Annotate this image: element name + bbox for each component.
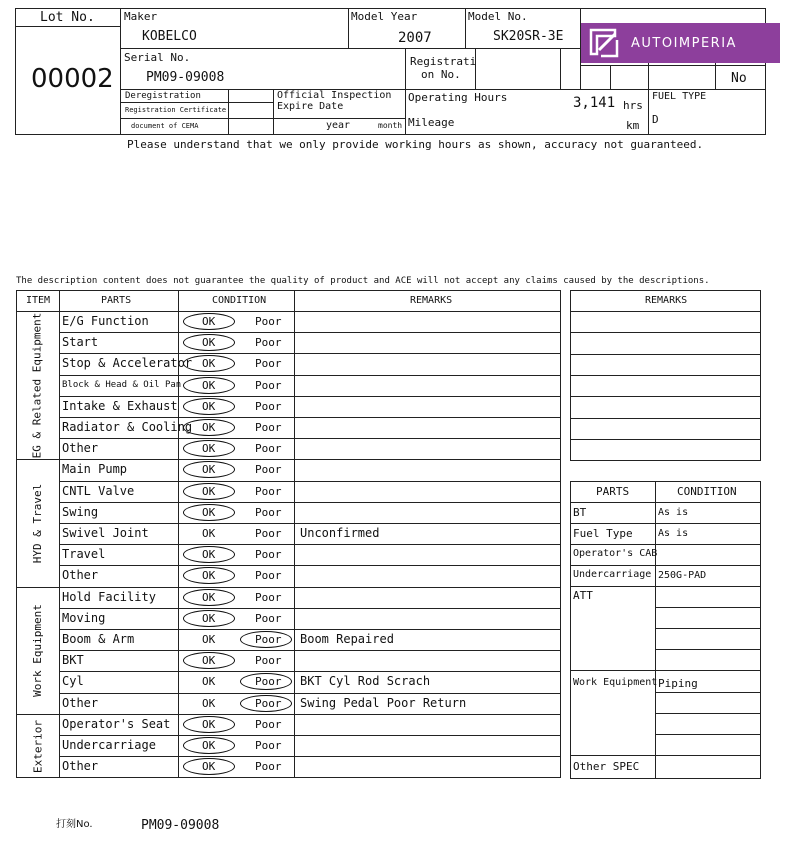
table-rule	[570, 502, 760, 503]
ok-circle-mark	[183, 567, 235, 584]
remarks-header: REMARKS	[410, 295, 453, 306]
km-unit: km	[626, 119, 640, 132]
stamp-label: 打刻No.	[56, 819, 93, 830]
table-rule	[294, 290, 295, 778]
fuel-type-label: FUEL TYPE	[652, 91, 707, 102]
part-name: BKT	[62, 653, 84, 668]
logo-mark-icon	[587, 26, 621, 60]
ok-option: OK	[202, 675, 216, 689]
table-rule	[59, 332, 560, 333]
table-rule	[570, 586, 760, 587]
ok-option: OK	[202, 421, 216, 434]
lot-label: Lot No.	[40, 10, 95, 25]
group-label: Work Equipment	[31, 604, 44, 698]
ok-circle-mark	[183, 758, 235, 775]
poor-option: Poor	[255, 717, 282, 731]
year-label: year	[326, 120, 351, 131]
ok-option: OK	[202, 760, 216, 774]
table-rule	[16, 290, 17, 778]
ok-option: OK	[202, 548, 216, 562]
disclaimer-text: The description content does not guarantee the quality of product and ACE will not accept any claims caused by the descriptions.	[16, 276, 710, 286]
serial-label: Serial No.	[124, 51, 191, 64]
table-rule	[59, 353, 560, 354]
table-rule	[570, 439, 760, 440]
serial-value: PM09-09008	[146, 70, 225, 85]
poor-option: Poor	[255, 590, 282, 604]
part-name: Stop & Accelerator	[62, 356, 193, 371]
inspection-label-1: Official Inspection	[277, 90, 392, 101]
part-name: Block & Head & Oil Pan	[62, 379, 182, 390]
model-year-label: Model Year	[351, 10, 418, 23]
table-rule	[760, 481, 761, 779]
ok-circle-mark	[183, 440, 235, 457]
spec-condition: As is	[658, 528, 689, 539]
accuracy-note: Please understand that we only provide working hours as shown, accuracy not guaranteed.	[127, 138, 704, 151]
registration-label-2: on No.	[421, 68, 461, 81]
ok-option: OK	[202, 654, 216, 668]
part-name: Moving	[62, 610, 106, 625]
table-rule	[570, 290, 760, 291]
table-rule	[59, 523, 560, 524]
table-rule	[59, 417, 560, 418]
spec-condition: As is	[658, 507, 689, 518]
part-name: Undercarriage	[62, 738, 156, 752]
poor-option: Poor	[255, 484, 282, 498]
ok-circle-mark	[183, 610, 235, 627]
poor-option: Poor	[255, 633, 282, 646]
ok-option: OK	[202, 442, 216, 456]
table-rule	[16, 290, 560, 291]
table-rule	[570, 332, 760, 333]
ok-option: OK	[202, 717, 216, 731]
table-rule	[570, 565, 760, 566]
ok-circle-mark	[183, 546, 235, 563]
poor-option: Poor	[255, 675, 282, 689]
ok-circle-mark	[183, 652, 235, 669]
part-name: CNTL Valve	[62, 483, 135, 498]
poor-option: Poor	[255, 739, 282, 752]
table-rule	[59, 438, 560, 439]
table-rule	[16, 777, 560, 778]
table-rule	[59, 735, 560, 736]
part-name: Other	[62, 695, 99, 710]
poor-option: Poor	[255, 696, 282, 710]
right-parts-header: PARTS	[596, 485, 630, 498]
condition-header: CONDITION	[212, 295, 267, 306]
table-rule	[59, 629, 560, 630]
model-year-value: 2007	[398, 30, 432, 46]
table-rule	[59, 396, 560, 397]
poor-option: Poor	[255, 760, 282, 774]
poor-circle-mark	[240, 695, 292, 712]
table-rule	[59, 608, 560, 609]
table-rule	[570, 481, 571, 779]
right-condition-header: CONDITION	[677, 485, 737, 498]
ok-option: OK	[202, 484, 216, 498]
table-rule	[16, 714, 560, 715]
registration-label-1: Registrati	[410, 55, 477, 68]
poor-option: Poor	[255, 442, 282, 456]
ok-option: OK	[202, 611, 216, 625]
table-rule	[59, 375, 560, 376]
ok-option: OK	[202, 315, 216, 328]
poor-option: Poor	[255, 548, 282, 562]
table-rule	[570, 418, 760, 419]
table-rule	[655, 607, 760, 608]
table-rule	[59, 756, 560, 757]
table-rule	[655, 692, 760, 693]
poor-option: Poor	[255, 569, 282, 583]
table-rule	[570, 396, 760, 397]
poor-option: Poor	[255, 336, 282, 350]
right-remarks-header: REMARKS	[645, 295, 688, 306]
inspection-label-2: Expire Date	[277, 101, 344, 112]
ok-circle-mark	[183, 398, 235, 415]
fuel-type-value: D	[652, 113, 659, 126]
maker-label: Maker	[124, 10, 158, 23]
poor-option: Poor	[255, 421, 282, 434]
part-name: Radiator & Cooling	[62, 420, 193, 434]
table-rule	[570, 670, 760, 671]
ok-circle-mark	[183, 716, 235, 733]
ok-circle-mark	[183, 377, 235, 394]
table-rule	[59, 481, 560, 482]
table-rule	[16, 587, 560, 588]
table-rule	[760, 290, 761, 461]
poor-circle-mark	[240, 673, 292, 690]
att-label: ATT	[573, 589, 593, 602]
part-name: Boom & Arm	[62, 632, 135, 646]
ok-circle-mark	[183, 461, 235, 478]
table-rule	[570, 523, 760, 524]
stamp-value: PM09-09008	[141, 818, 220, 833]
spec-condition: 250G-PAD	[658, 570, 707, 581]
spec-part: BT	[573, 506, 587, 519]
poor-option: Poor	[255, 357, 282, 371]
operating-hours-label: Operating Hours	[408, 91, 508, 104]
table-rule	[570, 755, 760, 756]
mileage-label: Mileage	[408, 116, 455, 129]
part-name: Hold Facility	[62, 589, 156, 604]
model-no-value: SK20SR-3E	[493, 29, 564, 44]
table-rule	[570, 354, 760, 355]
group-label: Exterior	[30, 719, 44, 773]
ok-circle-mark	[183, 334, 235, 351]
part-name: Swing	[62, 504, 99, 519]
ok-option: OK	[202, 463, 216, 477]
poor-option: Poor	[255, 399, 282, 413]
poor-option: Poor	[255, 527, 282, 540]
table-rule	[59, 565, 560, 566]
part-name: Operator's Seat	[62, 716, 171, 731]
table-rule	[59, 671, 560, 672]
remark-text: BKT Cyl Rod Scrach	[300, 674, 431, 689]
maker-value: KOBELCO	[142, 29, 197, 44]
part-name: Main Pump	[62, 462, 128, 477]
month-label: month	[378, 121, 403, 130]
logo-text: AUTOIMPERIA	[631, 35, 737, 51]
table-rule	[655, 734, 760, 735]
ok-circle-mark	[183, 419, 235, 436]
deregistration-label: Deregistration	[125, 91, 201, 101]
group-label: HYD & Travel	[31, 483, 44, 564]
work-equipment-label: Work Equipment	[573, 677, 658, 688]
poor-option: Poor	[255, 463, 282, 477]
autoimperia-logo	[581, 23, 780, 63]
lot-number: 00002	[31, 64, 114, 94]
operating-hours-value: 3,141	[573, 95, 616, 111]
remark-text: Swing Pedal Poor Return	[300, 695, 467, 710]
ok-circle-mark	[183, 589, 235, 606]
ok-option: OK	[202, 399, 216, 413]
poor-option: Poor	[255, 611, 282, 625]
spec-part: Undercarriage	[573, 569, 652, 580]
part-name: Other	[62, 759, 99, 774]
part-name: Other	[62, 568, 99, 583]
model-no-label: Model No.	[468, 10, 528, 23]
ok-option: OK	[202, 505, 216, 519]
poor-option: Poor	[255, 654, 282, 668]
ok-circle-mark	[183, 737, 235, 754]
ok-circle-mark	[183, 504, 235, 521]
ok-option: OK	[202, 378, 216, 392]
ok-option: OK	[202, 633, 216, 646]
part-name: Cyl	[62, 674, 84, 689]
registration-certificate-label: Registration Certificate	[125, 106, 227, 114]
ac-value: No	[731, 71, 747, 86]
table-rule	[570, 544, 760, 545]
table-rule	[570, 311, 760, 312]
ok-option: OK	[202, 590, 216, 604]
ok-option: OK	[202, 696, 216, 710]
table-rule	[655, 713, 760, 714]
parts-header: PARTS	[101, 295, 132, 306]
part-name: Travel	[62, 547, 106, 562]
ok-circle-mark	[183, 355, 235, 372]
table-rule	[59, 544, 560, 545]
table-rule	[570, 778, 761, 779]
group-label: EG & Related Equipment	[31, 312, 45, 459]
ok-option: OK	[202, 357, 216, 371]
table-rule	[59, 693, 560, 694]
work-equipment-value: Piping	[658, 677, 698, 690]
ok-circle-mark	[183, 313, 235, 330]
poor-option: Poor	[255, 315, 282, 328]
ok-option: OK	[202, 527, 216, 540]
part-name: Swivel Joint	[62, 526, 149, 540]
table-rule	[16, 459, 560, 460]
spec-part: Fuel Type	[573, 527, 633, 540]
table-rule	[59, 290, 60, 778]
table-rule	[560, 290, 561, 778]
part-name: Intake & Exhaust	[62, 398, 178, 413]
cema-document-label: document of CEMA	[131, 122, 199, 130]
table-rule	[59, 502, 560, 503]
table-rule	[16, 311, 560, 312]
poor-option: Poor	[255, 505, 282, 519]
ok-option: OK	[202, 739, 216, 752]
table-rule	[570, 375, 760, 376]
table-rule	[655, 649, 760, 650]
poor-option: Poor	[255, 378, 282, 392]
remark-text: Unconfirmed	[300, 526, 380, 540]
ok-option: OK	[202, 569, 216, 583]
table-rule	[655, 628, 760, 629]
ok-circle-mark	[183, 483, 235, 500]
remark-text: Boom Repaired	[300, 632, 394, 646]
other-spec-label: Other SPEC	[573, 760, 640, 773]
item-header: ITEM	[26, 295, 51, 306]
table-rule	[570, 481, 760, 482]
hours-unit: hrs	[623, 99, 643, 112]
table-rule	[570, 460, 761, 461]
part-name: E/G Function	[62, 314, 149, 328]
spec-part: Operator's CAB	[573, 548, 658, 559]
part-name: Start	[62, 335, 99, 350]
table-rule	[59, 650, 560, 651]
poor-circle-mark	[240, 631, 292, 648]
ok-option: OK	[202, 336, 216, 350]
part-name: Other	[62, 441, 99, 456]
